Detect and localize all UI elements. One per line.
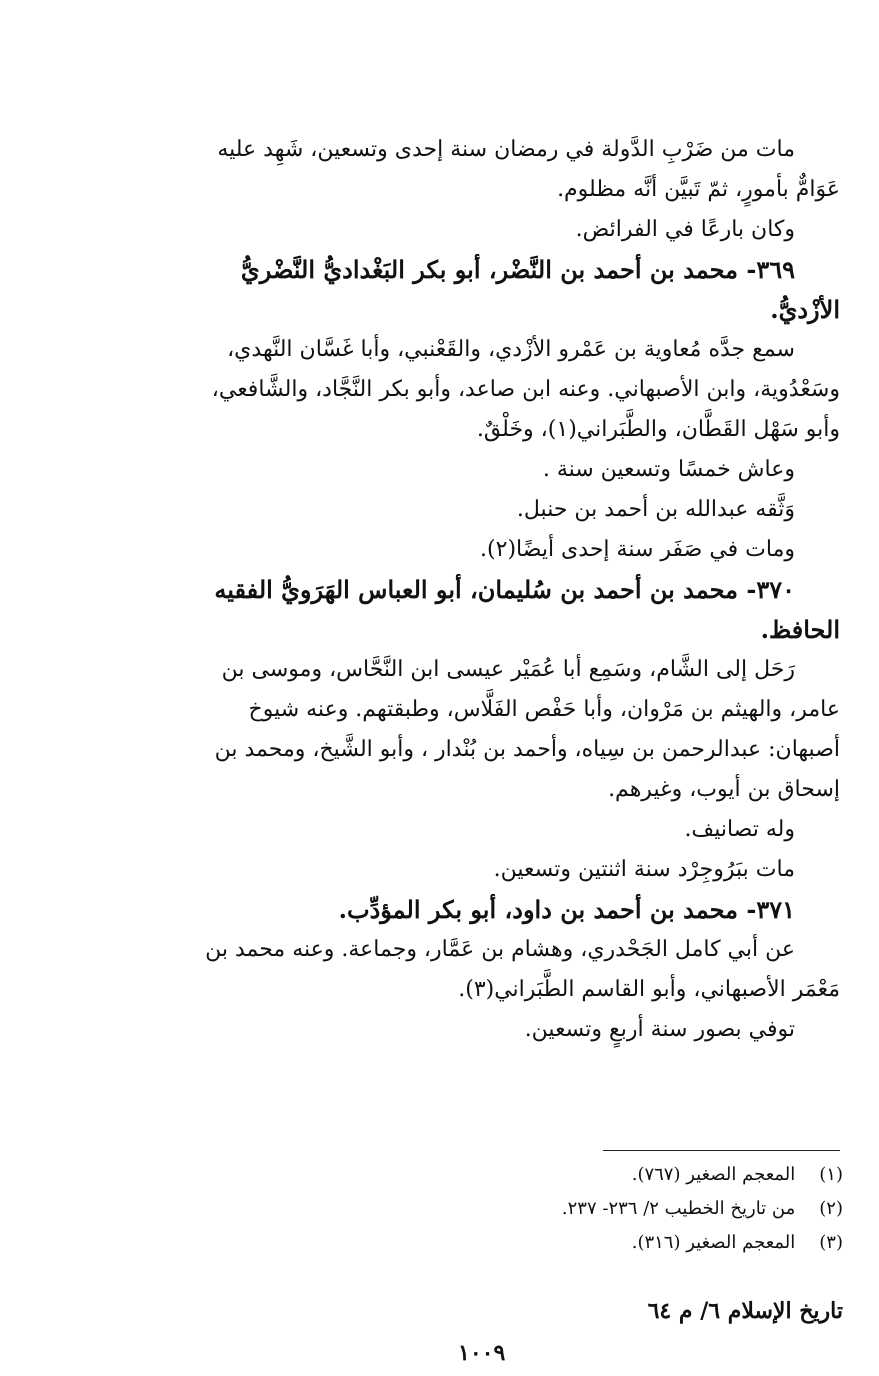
- footnote-text: من تاريخ الخطيب ٢/ ٢٣٦- ٢٣٧.: [561, 1198, 796, 1219]
- text-line: وَثَّقه عبدالله بن أحمد بن حنبل.: [516, 497, 795, 522]
- text-line: وسَعْدُوية، وابن الأصبهاني. وعنه ابن صاعد، وأبو بكر النَّجَّاد، والشَّافعي،: [211, 377, 840, 402]
- footnote-separator: [603, 1150, 840, 1151]
- footnote-number: (٢): [819, 1198, 843, 1219]
- entry-heading: ٣٦٩- محمد بن أحمد بن النَّضْر، أبو بكر البَغْداديُّ النَّضْريُّ: [240, 255, 795, 284]
- text-line: عامر، والهيثم بن مَرْوان، وأبا حَفْص الفَلَّاس، وطبقتهم. وعنه شيوخ: [248, 697, 840, 722]
- footnote-text: المعجم الصغير (٣١٦).: [631, 1232, 796, 1253]
- page-number: ١٠٠٩: [458, 1340, 506, 1366]
- footnote: [123, 1192, 843, 1226]
- main-text: [122, 130, 840, 1050]
- text-line: وكان بارعًا في الفرائض.: [575, 217, 795, 242]
- entry-heading: ٣٧١- محمد بن أحمد بن داود، أبو بكر المؤدِّب.: [338, 895, 795, 924]
- text-line: عَوَامٌّ بأمورٍ، ثمّ تَبيَّن أنَّه مظلوم.: [557, 177, 840, 202]
- footnote: [123, 1226, 843, 1260]
- text-line: مات ببَرُوجِرْد سنة اثنتين وتسعين.: [493, 857, 795, 882]
- entry-heading: ٣٧٠- محمد بن أحمد بن سُليمان، أبو العباس الهَرَويُّ الفقيه: [214, 575, 795, 604]
- text-line: رَحَل إلى الشَّام، وسَمِع أبا عُمَيْر عيسى ابن النَّحَّاس، وموسى بن: [221, 657, 795, 682]
- text-line: مات من ضَرْبِ الدَّولة في رمضان سنة إحدى وتسعين، شَهِد عليه: [217, 137, 795, 162]
- footnote: [123, 1158, 843, 1192]
- footnote-number: (١): [819, 1164, 843, 1185]
- footnote-number: (٣): [819, 1232, 843, 1253]
- entry-heading: الحافظ.: [760, 615, 840, 644]
- text-line: وعاش خمسًا وتسعين سنة .: [542, 457, 795, 482]
- text-line: عن أبي كامل الجَحْدري، وهشام بن عَمَّار، وجماعة. وعنه محمد بن: [205, 937, 795, 962]
- text-line: إسحاق بن أيوب، وغيرهم.: [608, 777, 840, 802]
- text-line: مَعْمَر الأصبهاني، وأبو القاسم الطَّبَراني(٣).: [458, 977, 840, 1002]
- footnotes: [123, 1158, 843, 1260]
- entry-heading: الأزْديُّ.: [770, 295, 840, 324]
- text-line: ومات في صَفَر سنة إحدى أيضًا(٢).: [480, 537, 795, 562]
- text-line: أصبهان: عبدالرحمن بن سِياه، وأحمد بن بُنْدار ، وأبو الشَّيخ، ومحمد بن: [214, 737, 840, 762]
- text-line: وله تصانيف.: [684, 817, 795, 842]
- running-head: تاريخ الإسلام ٦/ م ٦٤: [647, 1298, 843, 1324]
- text-line: توفي بصور سنة أربعٍ وتسعين.: [524, 1017, 795, 1042]
- footnote-text: المعجم الصغير (٧٦٧).: [631, 1164, 796, 1185]
- text-line: سمع جدَّه مُعاوية بن عَمْرو الأزْدي، والقَعْنبي، وأبا غَسَّان النَّهدي،: [227, 337, 795, 362]
- text-line: وأبو سَهْل القَطَّان، والطَّبَراني(١)، وخَلْقٌ.: [476, 417, 840, 442]
